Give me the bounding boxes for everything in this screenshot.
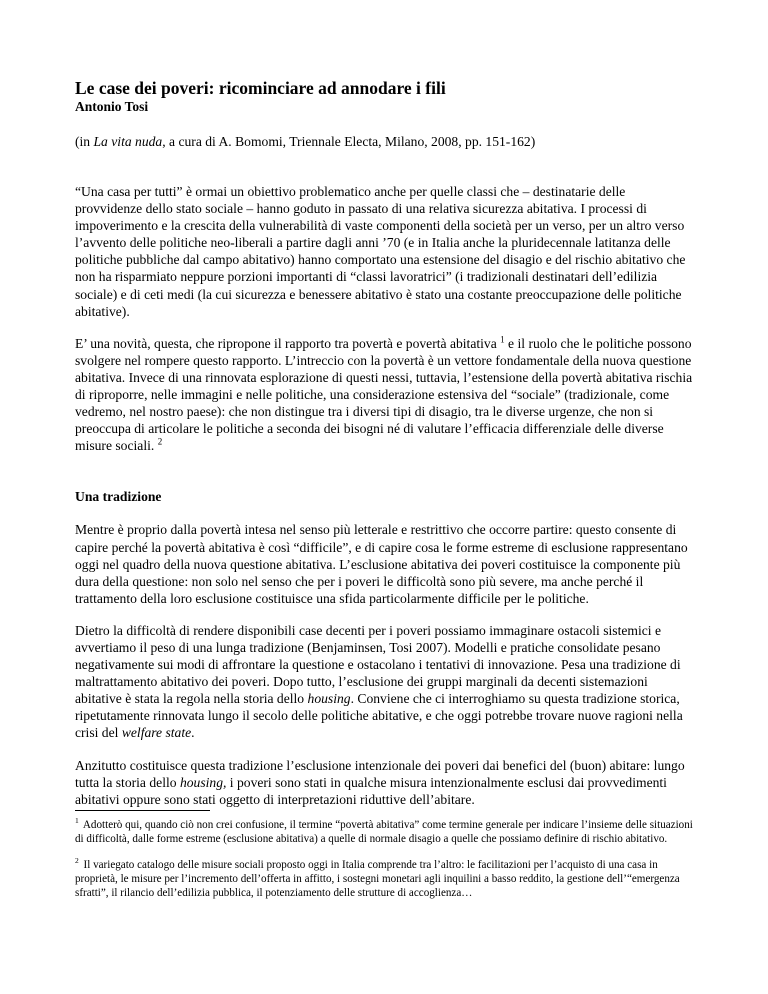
paragraph-4-italic-welfare-state: welfare state bbox=[121, 725, 192, 741]
document-author: Antonio Tosi bbox=[75, 99, 149, 114]
footnote-1-text: Adotterò qui, quando ciò non crei confusione, il termine “povertà abitativa” come termine generale per indicare l’insieme delle situazioni di difficoltà, dalle forme estreme (esclusione abitativa) a quelle di normale disagio a quelle che possiamo definire di rischio abitativo. bbox=[75, 818, 693, 845]
document-title: Le case dei poveri: ricominciare ad annodare i fili bbox=[75, 78, 446, 98]
footnote-2-text: Il variegato catalogo delle misure sociali proposto oggi in Italia comprende tra l’altro: le facilitazioni per l’acquisto di una casa in proprietà, le misure per l’incremento dell’offerta in affitto, i sostegni monetari agli inquilini a basso reddito, la gestione dell’“emergenza sfratti”, il rilancio dell’edilizia pubblica, il potenziamento delle strutture di accoglienza… bbox=[75, 858, 680, 899]
citation-prefix: (in bbox=[75, 134, 94, 149]
footnote-1-mark: 1 bbox=[75, 816, 79, 826]
paragraph-5 bbox=[75, 757, 695, 808]
citation-work-title: La vita nuda bbox=[93, 134, 163, 149]
paragraph-2-text-b: e il ruolo che le politiche possono svolgere nel rompere questo rapporto. L’intreccio con la povertà è un vettore fondamentale della nuova questione abitativa. Invece di una rinnovata esplorazione di questi nessi, tuttavia, l’estensione della povertà abitativa rischia di riproporre, nelle immagini e nelle politiche, una considerazione estensiva del “sociale” (tradizionale, come vedremo, nel nostro paese): che non distingue tra i diversi tipi di disagio, tra le diverse urgenze, che non si preoccupa di articolare le politiche a seconda dei bisogni né di valutare l’efficacia differenziale delle diverse misure sociali. bbox=[75, 335, 693, 454]
section-heading: Una tradizione bbox=[75, 489, 162, 505]
paragraph-1: “Una casa per tutti” è ormai un obiettivo problematico anche per quelle classi che – destinatarie delle provvidenze dello stato sociale – hanno goduto in passato di una relativa sicurezza abitativa. I processi di impoverimento e la crescita della vulnerabilità di vaste componenti della società per un verso, per un altro verso l’avvento delle politiche neo-liberali a partire dagli anni ’70 (e in Italia anche la pluridecennale latitanza delle politiche pubbliche dal campo abitativo) hanno comportato una estensione del disagio e del rischio abitativo che non ha risparmiato neppure porzioni importanti di “classi lavoratrici” (i tradizionali destinatari dell’edilizia sociale) e di ceti medi (la cui sicurezza e benessere abitativo è stato una costante preoccupazione delle politiche abitative). bbox=[75, 184, 686, 319]
footnote-1 bbox=[75, 818, 695, 846]
footnote-2 bbox=[75, 858, 695, 900]
footnote-separator bbox=[75, 810, 210, 811]
paragraph-2-text-a: E’ una novità, questa, che ripropone il rapporto tra povertà e povertà abitativa bbox=[75, 335, 501, 351]
footnote-ref-2: 2 bbox=[157, 436, 163, 447]
paragraph-5-italic-housing: housing, bbox=[179, 774, 227, 790]
citation-suffix: , a cura di A. Bomomi, Triennale Electa, Milano, 2008, pp. 151-162) bbox=[162, 134, 536, 149]
paragraph-4 bbox=[75, 622, 695, 742]
paragraph-5-text-a: Anzitutto costituisce questa tradizione l’esclusione intenzionale dei poveri dai benefici del (buon) abitare: lungo tutta la storia dello bbox=[75, 757, 685, 790]
document-page bbox=[75, 78, 695, 900]
paragraph-4-text-c: . bbox=[191, 725, 195, 741]
paragraph-4-text-a: Dietro la difficoltà di rendere disponibili case decenti per i poveri possiamo immaginare ostacoli sistemici e avvertiamo il peso di una lunga tradizione (Benjaminsen, Tosi 2007). Modelli e pratiche consolidate pesano negativamente sui modi di affrontare la questione e ostacolano i tentativi di innovazione. Pesa una tradizione di maltrattamento abitativo dei poveri. Dopo tutto, l’esclusione dei gruppi marginali da decenti sistemazioni abitative è stata la regola nella storia dello bbox=[75, 622, 681, 707]
paragraph-4-italic-housing: housing bbox=[307, 691, 351, 707]
footnote-2-mark: 2 bbox=[75, 856, 79, 866]
paragraph-4-text-b: . Conviene che ci interroghiamo su questa tradizione storica, ripetutamente rinnovata lungo il secolo delle politiche abitative, e che oggi potrebbe trovare nuove ragioni nella crisi del bbox=[75, 691, 683, 741]
paragraph-5-text-b: i poveri sono stati in qualche misura intenzionalmente esclusi dai provvedimenti abitativi oppure sono stati oggetto di interpretazioni riduttive dell’abitare. bbox=[75, 774, 667, 807]
paragraph-2 bbox=[75, 335, 695, 455]
paragraph-3: Mentre è proprio dalla povertà intesa nel senso più letterale e restrittivo che occorre partire: questo consente di capire perché la povertà abitativa è così “difficile”, e di capire cosa le forme estreme di esclusione rappresentano oggi nel quadro della nuova questione abitativa. L’esclusione abitativa dei poveri costituisce la componente più dura della questione: non solo nel senso che per i poveri le difficoltà sono più severe, ma anche perché il trattamento della loro esclusione costituisce una sfida particolarmente difficile per le politiche. bbox=[75, 522, 688, 606]
footnote-ref-1: 1 bbox=[500, 334, 505, 345]
citation bbox=[75, 133, 695, 150]
